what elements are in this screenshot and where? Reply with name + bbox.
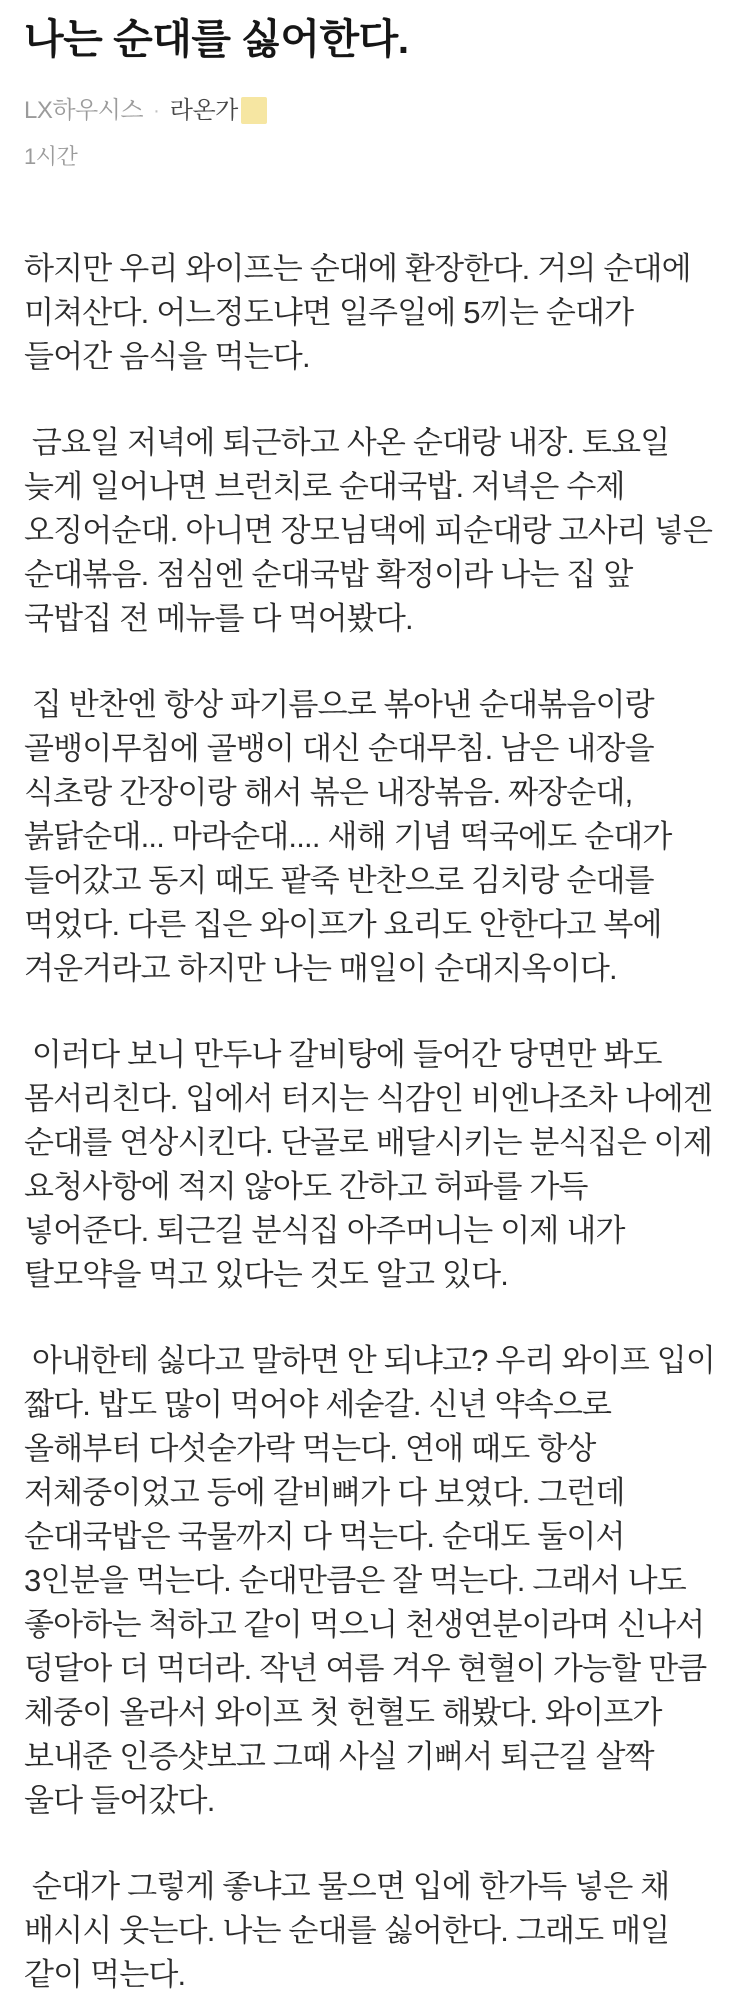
post-paragraph: 아내한테 싫다고 말하면 안 되냐고? 우리 와이프 입이 짧다. 밥도 많이 먹어야 세숟갈. 신년 약속으로 올해부터 다섯숟가락 먹는다. 연애 때도 항상 저체중이었고 등에 갈비뼈가 다 보였다. 그런데 순대국밥은 국물까지 다 먹는다. 순대도 둘이서 3인분을 먹는다. 순대만큼은 잘 먹는다. 그래서 나도 좋아하는 척하고 같이 먹으니 천생연분이라며 신나서 덩달아 더 먹더라. 작년 여름 겨우 현혈이 가능할 만큼 체중이 올라서 와이프 첫 헌혈도 해봤다. 와이프가 보내준 인증샷보고 그때 사실 기뻐서 퇴근길 살짝 울다 들어갔다. [24, 1343, 723, 1819]
company-name[interactable]: LX하우시스 [24, 96, 144, 124]
post-paragraph: 순대가 그렇게 좋냐고 물으면 입에 한가득 넣은 채 배시시 웃는다. 나는 순대를 싫어한다. 그래도 매일 같이 먹는다. [24, 1869, 678, 1993]
post-meta-row [24, 97, 716, 124]
post-paragraph: 하지만 우리 와이프는 순대에 환장한다. 거의 순대에 미쳐산다. 어느정도냐면 일주일에 5끼는 순대가 들어간 음식을 먹는다. [24, 251, 699, 375]
meta-separator-dot: · [153, 99, 160, 122]
author-badge-icon [241, 97, 267, 124]
post-paragraph: 집 반찬엔 항상 파기름으로 볶아낸 순대볶음이랑 골뱅이무침에 골뱅이 대신 순대무침. 남은 내장을 식초랑 간장이랑 해서 볶은 내장볶음. 짜장순대, 붉닭순대... 마라순대.... 새해 기념 떡국에도 순대가 들어갔고 동지 때도 팥죽 반찬으로 김치랑 순대를 먹었다. 다른 집은 와이프가 요리도 안한다고 복에 겨운거라고 하지만 나는 매일이 순대지옥이다. [24, 687, 680, 987]
post-paragraph: 이러다 보니 만두나 갈비탕에 들어간 당면만 봐도 몸서리친다. 입에서 터지는 식감인 비엔나조차 나에겐 순대를 연상시킨다. 단골로 배달시키는 분식집은 이제 요청사항에 적지 않아도 간하고 허파를 가득 넣어준다. 퇴근길 분식집 아주머니는 이제 내가 탈모약을 먹고 있다는 것도 알고 있다. [24, 1037, 720, 1293]
author-name[interactable]: 라온가 [169, 96, 238, 124]
post-title: 나는 순대를 싫어한다. [24, 16, 409, 62]
post-body [24, 247, 723, 1997]
post-paragraph: 금요일 저녁에 퇴근하고 사온 순대랑 내장. 토요일 늦게 일어나면 브런치로 순대국밥. 저녁은 수제 오징어순대. 아니면 장모님댁에 피순대랑 고사리 넣은 순대볶음. 점심엔 순대국밥 확정이라 나는 집 앞 국밥집 전 메뉴를 다 먹어봤다. [24, 425, 720, 637]
post-timestamp: 1시간 [24, 144, 78, 170]
